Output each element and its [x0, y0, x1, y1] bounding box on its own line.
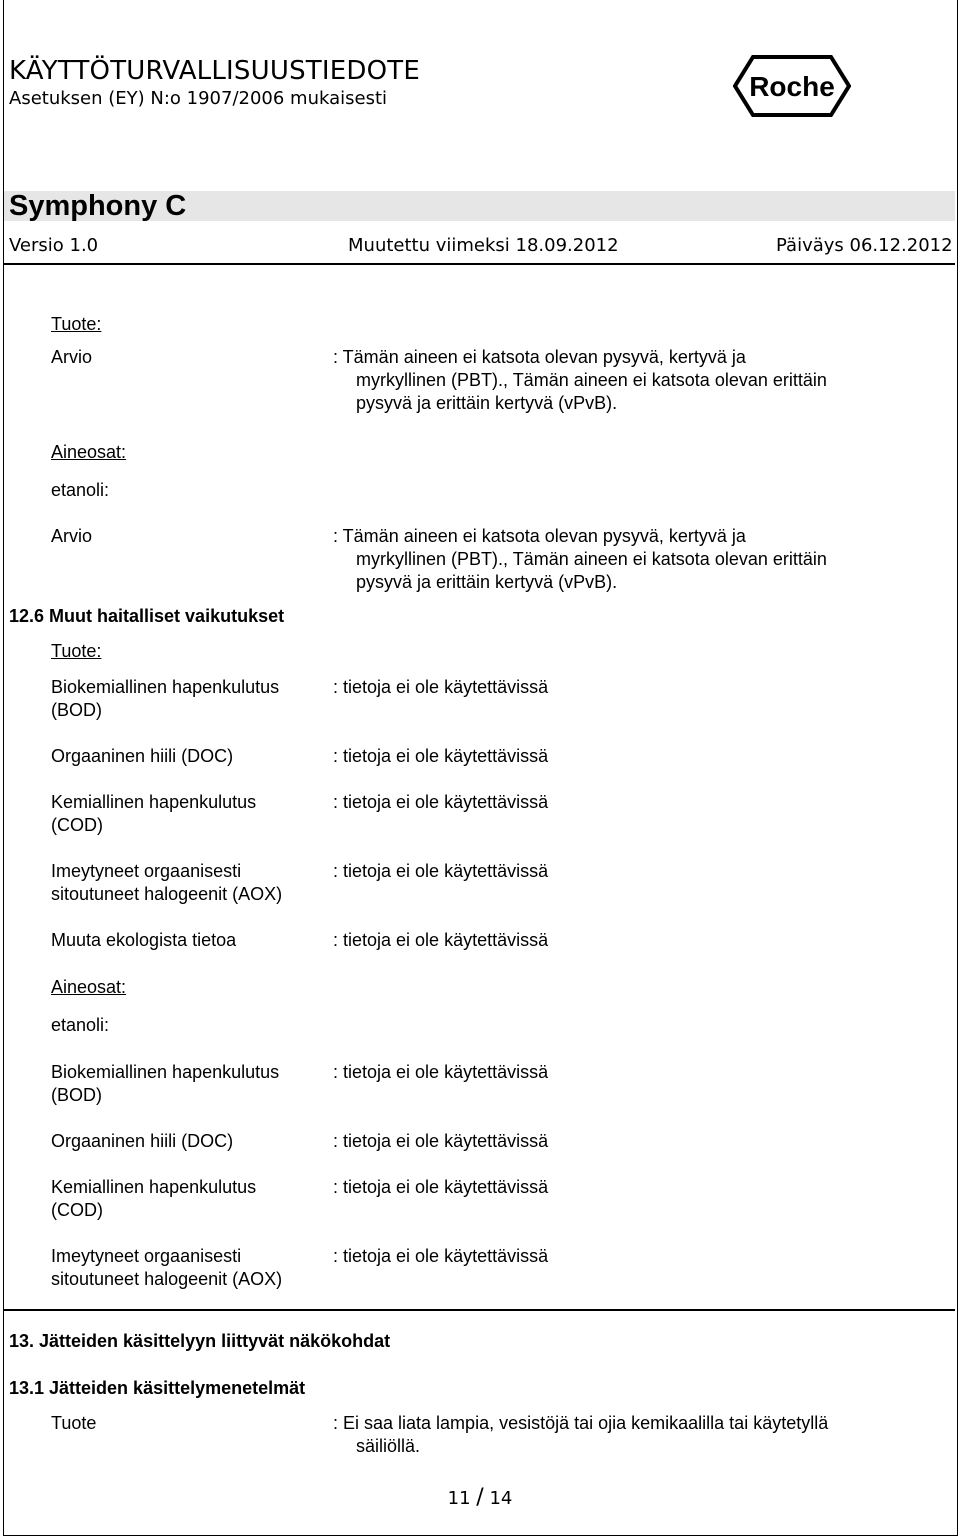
comp-bod-value: : tietoja ei ole käytettävissä: [333, 1062, 549, 1082]
component-arvio-value-line3: pysyvä ja erittäin kertyvä (vPvB).: [356, 572, 618, 592]
section-13-heading: 13. Jätteiden käsittelyyn liittyvät näkökohdat: [9, 1331, 391, 1351]
cod-label-line2: (COD): [51, 815, 103, 835]
comp-cod-value: : tietoja ei ole käytettävissä: [333, 1177, 549, 1197]
components-heading: Aineosat:: [51, 442, 127, 462]
doc-label: Orgaaninen hiili (DOC): [51, 746, 234, 766]
arvio-value: : Tämän aineen ei katsota olevan pysyvä, kertyvä ja: [333, 347, 746, 367]
aox-value: : tietoja ei ole käytettävissä: [333, 861, 549, 881]
cod-value: : tietoja ei ole käytettävissä: [333, 792, 549, 812]
section-12-6-component-name: etanoli:: [51, 1015, 110, 1035]
version-label: Versio 1.0: [9, 235, 99, 256]
component-arvio-value-line2: myrkyllinen (PBT)., Tämän aineen ei katsota olevan erittäin: [356, 549, 827, 569]
bod-label: Biokemiallinen hapenkulutus: [51, 677, 280, 697]
comp-aox-value: : tietoja ei ole käytettävissä: [333, 1246, 549, 1266]
doc-value: : tietoja ei ole käytettävissä: [333, 746, 549, 766]
modified-label: Muutettu viimeksi 18.09.2012: [348, 235, 619, 256]
date-label: Päiväys 06.12.2012: [776, 235, 953, 256]
document-title: KÄYTTÖTURVALLISUUSTIEDOTE: [9, 56, 420, 86]
section-13-1-heading: 13.1 Jätteiden käsittelymenetelmät: [9, 1378, 306, 1398]
product-name: Symphony C: [9, 190, 187, 222]
other-eco-value: : tietoja ei ole käytettävissä: [333, 930, 549, 950]
page-separator: /: [476, 1485, 484, 1510]
header-rule: [4, 263, 955, 265]
section-12-6-heading: 12.6 Muut haitalliset vaikutukset: [9, 606, 285, 626]
product-heading: Tuote:: [51, 314, 102, 334]
bod-label-line2: (BOD): [51, 700, 102, 720]
comp-bod-label-line2: (BOD): [51, 1085, 102, 1105]
section-13-rule: [4, 1309, 955, 1311]
bod-value: : tietoja ei ole käytettävissä: [333, 677, 549, 697]
waste-product-value-line2: säiliöllä.: [356, 1436, 421, 1456]
comp-cod-label: Kemiallinen hapenkulutus: [51, 1177, 257, 1197]
arvio-value-line2: myrkyllinen (PBT)., Tämän aineen ei katsota olevan erittäin: [356, 370, 827, 390]
roche-logo: [733, 55, 851, 117]
cod-label: Kemiallinen hapenkulutus: [51, 792, 257, 812]
arvio-label: Arvio: [51, 347, 93, 367]
section-12-6-components-heading: Aineosat:: [51, 977, 127, 997]
aox-label: Imeytyneet orgaanisesti: [51, 861, 242, 881]
component-arvio-label: Arvio: [51, 526, 93, 546]
logo-text: Roche: [749, 71, 835, 102]
component-arvio-value: : Tämän aineen ei katsota olevan pysyvä, kertyvä ja: [333, 526, 746, 546]
comp-aox-label: Imeytyneet orgaanisesti: [51, 1246, 242, 1266]
document-subtitle: Asetuksen (EY) N:o 1907/2006 mukaisesti: [9, 88, 388, 109]
aox-label-line2: sitoutuneet halogeenit (AOX): [51, 884, 283, 904]
comp-aox-label-line2: sitoutuneet halogeenit (AOX): [51, 1269, 283, 1289]
comp-bod-label: Biokemiallinen hapenkulutus: [51, 1062, 280, 1082]
waste-product-value: : Ei saa liata lampia, vesistöjä tai ojia kemikaalilla tai käytetyllä: [333, 1413, 829, 1433]
page-number: [0, 1485, 960, 1510]
comp-doc-label: Orgaaninen hiili (DOC): [51, 1131, 234, 1151]
page-total: 14: [489, 1488, 513, 1509]
waste-product-label: Tuote: [51, 1413, 97, 1433]
comp-cod-label-line2: (COD): [51, 1200, 103, 1220]
component-name: etanoli:: [51, 480, 110, 500]
arvio-value-line3: pysyvä ja erittäin kertyvä (vPvB).: [356, 393, 618, 413]
page-frame: [3, 0, 958, 1536]
section-12-6-product-heading: Tuote:: [51, 641, 102, 661]
page-current: 11: [447, 1488, 471, 1509]
comp-doc-value: : tietoja ei ole käytettävissä: [333, 1131, 549, 1151]
other-eco-label: Muuta ekologista tietoa: [51, 930, 237, 950]
